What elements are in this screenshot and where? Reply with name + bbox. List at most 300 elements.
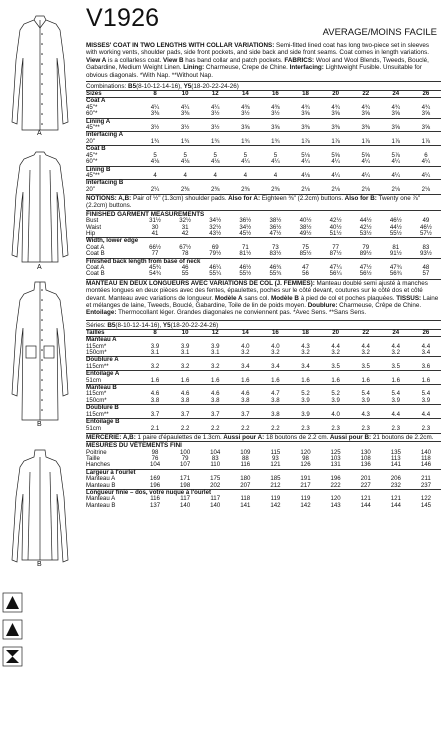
finished-en-cell: 51½ bbox=[329, 229, 342, 237]
finished-en-cell: 49½ bbox=[299, 229, 312, 237]
yardage-en-cell: 2⅛ bbox=[331, 185, 340, 193]
yardage-en-cell: 3⅜ bbox=[180, 110, 190, 118]
yardage-en-cell: 5 bbox=[273, 151, 278, 159]
yardage-fr-section-label: Manteau A bbox=[86, 337, 441, 344]
model-a-text: sans col. bbox=[242, 294, 270, 302]
yardage-en-cell: 4¼ bbox=[331, 171, 340, 179]
yardage-fr-cell: 1.6 bbox=[210, 376, 220, 384]
finished-en-cell: 71 bbox=[241, 243, 249, 251]
finished-fr-cell: 140 bbox=[210, 501, 221, 509]
finished-en-cell: 57½ bbox=[419, 229, 432, 237]
notions-also-a-label: Also for A: bbox=[226, 195, 261, 203]
finished-en-cell: 46¼ bbox=[209, 263, 222, 271]
yardage-fr-cell: 2.2 bbox=[180, 424, 190, 432]
yardage-fr-size-col: 26 bbox=[411, 329, 441, 336]
yardage-fr-size-col: 16 bbox=[260, 329, 290, 336]
yardage-en-size-col: 14 bbox=[230, 91, 260, 98]
yardage-fr-cell: 3.9 bbox=[150, 342, 160, 350]
finished-en-cell: 91½ bbox=[389, 250, 402, 258]
finished-measurements-table-english bbox=[86, 218, 441, 278]
yardage-fr-cell: 3.8 bbox=[271, 410, 280, 418]
yardage-en-cell: 3⅝ bbox=[331, 110, 340, 118]
yardage-fr-cell: 2.3 bbox=[391, 424, 401, 432]
yardage-en-section-label: Lining A bbox=[86, 118, 441, 125]
yardage-en-cell: 1⅞ bbox=[331, 137, 340, 145]
finished-fr-cell: 145 bbox=[420, 501, 431, 509]
yardage-en-cell: 4 bbox=[153, 171, 157, 179]
yardage-fr-cell: 2.3 bbox=[421, 424, 431, 432]
finished-fr-cell: 140 bbox=[420, 448, 431, 456]
yardage-fr-size-col: 22 bbox=[351, 329, 381, 336]
yardage-fr-section-row bbox=[86, 337, 441, 344]
yardage-fr-data-row bbox=[86, 350, 441, 357]
yardage-en-cell: 5⅝ bbox=[361, 151, 370, 159]
finished-en-cell: 38½ bbox=[269, 217, 282, 225]
finished-fr-cell: 137 bbox=[149, 501, 161, 509]
yardage-en-cell: 3⅝ bbox=[421, 124, 431, 132]
combinations-label: Combinations: bbox=[86, 83, 127, 91]
yardage-fr-size-col: 20 bbox=[321, 329, 351, 336]
yardage-en-cell: 5 bbox=[213, 151, 217, 159]
yardage-fr-section-row bbox=[86, 419, 441, 426]
yardage-fr-cell: 3.8 bbox=[241, 396, 250, 404]
finished-fr-cell: 140 bbox=[180, 501, 191, 509]
yardage-en-size-col: 24 bbox=[381, 91, 411, 98]
finished-fr-cell: 100 bbox=[180, 448, 191, 456]
finished-fr-cell: 222 bbox=[330, 481, 341, 489]
yardage-en-row-label: 45"* bbox=[86, 151, 98, 159]
entoilage-label: Entoilage: bbox=[86, 309, 117, 317]
yardage-en-cell: 2⅛ bbox=[361, 185, 370, 193]
yardage-table-french bbox=[86, 329, 441, 432]
yardage-fr-cell: 4.3 bbox=[301, 342, 310, 350]
finished-en-cell: 45½ bbox=[239, 229, 252, 237]
yardage-en-row-label: 60"* bbox=[86, 158, 98, 166]
finished-fr-cell: 191 bbox=[300, 475, 311, 483]
yardage-fr-section-label: Entoilage A bbox=[86, 371, 441, 378]
finished-en-row-label: Waist bbox=[86, 223, 102, 231]
yardage-en-row-label: 45"** bbox=[86, 124, 100, 132]
yardage-fr-data-row bbox=[86, 364, 441, 371]
yardage-en-data-row bbox=[86, 173, 441, 180]
finished-en-cell: 55¼ bbox=[209, 270, 222, 278]
finished-en-cell: 54¾ bbox=[149, 270, 161, 278]
finished-en-cell: 81½ bbox=[239, 250, 252, 258]
mercerie-aussi-a-label: Aussi pour A: bbox=[221, 433, 265, 441]
yardage-fr-cell: 4.4 bbox=[361, 342, 370, 350]
yardage-fr-cell: 4.6 bbox=[180, 390, 190, 398]
yardage-fr-size-col: 12 bbox=[200, 329, 230, 336]
yardage-fr-cell: 5.4 bbox=[361, 390, 370, 398]
yardage-en-cell: 3⅝ bbox=[241, 124, 250, 132]
yardage-en-cell: 3½ bbox=[271, 110, 280, 118]
finished-fr-cell: 135 bbox=[390, 448, 401, 456]
finished-fr-row-label: Hanches bbox=[86, 461, 111, 469]
yardage-en-cell: 4¼ bbox=[421, 171, 431, 179]
finished-en-cell: 83½ bbox=[269, 250, 282, 258]
notions-english bbox=[86, 194, 441, 210]
finished-fr-cell: 116 bbox=[150, 495, 160, 503]
yardage-fr-row-label: 51cm bbox=[86, 376, 101, 384]
yardage-en-cell: 3⅝ bbox=[301, 110, 310, 118]
finished-en-cell: 47½ bbox=[359, 263, 372, 271]
finished-fr-cell: 76 bbox=[151, 455, 159, 463]
finished-fr-cell: 115 bbox=[270, 448, 281, 456]
difficulty-level: AVERAGE/MOINS FACILE bbox=[322, 27, 437, 38]
coat-flats-svg bbox=[0, 0, 82, 727]
yardage-en-cell: 4⅛ bbox=[210, 158, 220, 166]
finished-fr-cell: 196 bbox=[330, 475, 341, 483]
yardage-en-cell: 4¾ bbox=[421, 103, 431, 111]
yardage-fr-row-label: 150cm* bbox=[86, 349, 107, 357]
finished-fr-cell: 171 bbox=[180, 475, 191, 483]
finished-en-cell: 78 bbox=[181, 250, 189, 258]
yardage-en-cell: 4⅛ bbox=[301, 171, 310, 179]
finished-fr-cell: 207 bbox=[240, 481, 251, 489]
finished-fr-row-label: Manteau A bbox=[86, 475, 116, 483]
yardage-en-cell: 1⅞ bbox=[391, 137, 401, 145]
yardage-fr-cell: 3.9 bbox=[301, 410, 310, 418]
finished-fr-cell: 79 bbox=[181, 455, 189, 463]
yardage-en-section-row bbox=[86, 118, 441, 125]
yardage-fr-cell: 3.9 bbox=[361, 396, 370, 404]
series-line bbox=[86, 320, 441, 329]
yardage-fr-cell: 3.4 bbox=[301, 362, 310, 370]
finished-fr-data-row bbox=[86, 503, 441, 509]
yardage-en-cell: 1¾ bbox=[180, 137, 190, 145]
yardage-fr-data-row bbox=[86, 398, 441, 405]
yardage-fr-cell: 3.9 bbox=[331, 396, 340, 404]
mercerie-aussi-a: 18 boutons de 2.2 cm. bbox=[264, 433, 329, 441]
pattern-header bbox=[86, 6, 441, 42]
yardage-fr-data-row bbox=[86, 426, 441, 432]
finished-en-cell: 55¾ bbox=[269, 270, 282, 278]
finished-en-cell: 83 bbox=[422, 243, 430, 251]
yardage-en-cell: 4¼ bbox=[180, 103, 190, 111]
yardage-fr-cell: 1.6 bbox=[391, 376, 401, 384]
yardage-fr-cell: 2.2 bbox=[241, 424, 250, 432]
yardage-fr-cell: 4.6 bbox=[210, 390, 220, 398]
finished-fr-cell: 83 bbox=[211, 455, 219, 463]
yardage-fr-cell: 1.6 bbox=[361, 376, 370, 384]
finished-en-data-row bbox=[86, 271, 441, 277]
finished-en-cell: 42½ bbox=[359, 223, 372, 231]
finished-en-cell: 55½ bbox=[239, 270, 252, 278]
finished-en-cell: 47¾ bbox=[389, 263, 402, 271]
finished-en-cell: 45¾ bbox=[149, 263, 161, 271]
yardage-en-cell: 4¼ bbox=[271, 158, 280, 166]
view-a-label: View A bbox=[86, 56, 107, 64]
yardage-fr-cell: 3.9 bbox=[421, 396, 431, 404]
yardage-fr-cell: 3.1 bbox=[210, 349, 220, 357]
yardage-en-cell: 3⅜ bbox=[301, 124, 310, 132]
finished-en-cell: 53½ bbox=[359, 229, 372, 237]
finished-fr-cell: 206 bbox=[390, 475, 401, 483]
finished-fr-cell: 107 bbox=[180, 461, 191, 469]
yardage-en-cell: 4¼ bbox=[150, 103, 160, 111]
finished-fr-section-label: Largeur à l'ourlet bbox=[86, 469, 441, 476]
yardage-fr-cell: 3.1 bbox=[180, 349, 190, 357]
finished-fr-row-label: Manteau B bbox=[86, 501, 116, 509]
finished-fr-cell: 237 bbox=[420, 481, 431, 489]
fabrics-label: FABRICS: bbox=[282, 56, 315, 64]
finished-fr-cell: 126 bbox=[300, 461, 311, 469]
finished-fr-row-label: Manteau A bbox=[86, 495, 116, 503]
yardage-fr-cell: 3.2 bbox=[210, 362, 220, 370]
finished-fr-cell: 118 bbox=[421, 455, 431, 463]
yardage-fr-cell: 4.4 bbox=[421, 342, 431, 350]
finished-en-section-label: Finished back length from base of neck bbox=[86, 258, 441, 265]
yardage-en-cell: 2⅜ bbox=[180, 185, 190, 193]
yardage-fr-row-label: 51cm bbox=[86, 424, 101, 432]
finished-fr-cell: 88 bbox=[241, 455, 249, 463]
yardage-en-cell: 2¼ bbox=[150, 185, 160, 193]
mercerie-french bbox=[86, 433, 441, 441]
finished-en-cell: 44½ bbox=[389, 223, 402, 231]
yardage-fr-cell: 3.7 bbox=[180, 410, 190, 418]
yardage-fr-cell: 3.4 bbox=[271, 362, 280, 370]
finished-fr-cell: 232 bbox=[390, 481, 401, 489]
mercerie-aussi-b: 21 boutons de 2.2cm. bbox=[371, 433, 434, 441]
finished-en-cell: 38½ bbox=[299, 223, 312, 231]
finished-fr-cell: 108 bbox=[360, 455, 371, 463]
yardage-fr-cell: 3.9 bbox=[210, 342, 220, 350]
finished-en-cell: 47½ bbox=[269, 229, 282, 237]
finished-fr-cell: 169 bbox=[149, 475, 161, 483]
finished-fr-cell: 120 bbox=[300, 448, 311, 456]
yardage-fr-size-col: 8 bbox=[140, 329, 170, 336]
pattern-number: V1926 bbox=[86, 6, 160, 32]
yardage-fr-cell: 3.2 bbox=[331, 349, 340, 357]
finished-fr-cell: 117 bbox=[210, 495, 221, 503]
yardage-en-data-row bbox=[86, 111, 441, 118]
yardage-fr-row-label: 115cm** bbox=[86, 410, 109, 418]
yardage-en-cell: 1⅞ bbox=[421, 137, 431, 145]
yardage-en-cell: 4¾ bbox=[301, 103, 310, 111]
yardage-fr-section-row bbox=[86, 385, 441, 392]
yardage-fr-cell: 3.9 bbox=[301, 396, 310, 404]
yardage-en-cell: 3½ bbox=[241, 110, 250, 118]
yardage-fr-size-col: 10 bbox=[170, 329, 200, 336]
finished-fr-row-label: Manteau B bbox=[86, 481, 116, 489]
yardage-fr-cell: 3.6 bbox=[421, 362, 431, 370]
yardage-fr-section-label: Entoilage B bbox=[86, 419, 441, 426]
finished-fr-cell: 121 bbox=[390, 495, 401, 503]
yardage-fr-cell: 5.2 bbox=[331, 390, 340, 398]
finished-en-cell: 44½ bbox=[359, 217, 372, 225]
finished-fr-cell: 103 bbox=[330, 455, 341, 463]
yardage-en-cell: 4 bbox=[213, 171, 217, 179]
finished-en-row-label: Hip bbox=[86, 229, 96, 237]
combinations-y5-sizes: (18-20-22-24-26) bbox=[191, 83, 239, 91]
finished-en-cell: 36½ bbox=[239, 217, 252, 225]
finished-en-cell: 46½ bbox=[239, 263, 252, 271]
yardage-en-row-label: 20" bbox=[86, 185, 95, 193]
finished-en-row-label: Coat B bbox=[86, 270, 105, 278]
yardage-en-cell: 2⅛ bbox=[301, 185, 310, 193]
yardage-fr-row-label: 150cm* bbox=[86, 396, 107, 404]
finished-en-cell: 93½ bbox=[419, 250, 432, 258]
description-english bbox=[86, 42, 441, 79]
finished-en-cell: 46½ bbox=[389, 217, 402, 225]
yardage-en-size-col: 16 bbox=[260, 91, 290, 98]
yardage-fr-cell: 1.6 bbox=[301, 376, 310, 384]
yardage-en-section-row bbox=[86, 98, 441, 105]
yardage-fr-cell: 3.2 bbox=[361, 349, 370, 357]
yardage-fr-cell: 3.9 bbox=[180, 342, 190, 350]
yardage-fr-cell: 3.7 bbox=[241, 410, 250, 418]
yardage-en-row-label: 60"* bbox=[86, 110, 98, 118]
finished-fr-cell: 144 bbox=[390, 501, 401, 509]
yardage-en-cell: 4¼ bbox=[241, 158, 250, 166]
finished-en-cell: 89½ bbox=[359, 250, 372, 258]
yardage-en-cell: 3½ bbox=[150, 124, 160, 132]
view-b-label: View B bbox=[161, 56, 184, 64]
interfacing-label: Interfacing: bbox=[287, 64, 324, 72]
yardage-en-size-header-row bbox=[86, 91, 441, 98]
yardage-fr-cell: 3.8 bbox=[271, 396, 280, 404]
series-b5: B5 bbox=[105, 321, 116, 329]
yardage-en-cell: 5⅞ bbox=[391, 151, 401, 159]
yardage-en-cell: 4¼ bbox=[421, 158, 431, 166]
yardage-en-cell: 3½ bbox=[180, 124, 190, 132]
finished-en-cell: 47¼ bbox=[329, 263, 342, 271]
yardage-fr-cell: 3.2 bbox=[150, 362, 160, 370]
yardage-fr-cell: 4.6 bbox=[241, 390, 250, 398]
yardage-fr-section-row bbox=[86, 405, 441, 412]
coat-b-back-drawing bbox=[12, 450, 68, 562]
yardage-en-section-row bbox=[86, 166, 441, 173]
yardage-en-cell: 4¼ bbox=[391, 171, 401, 179]
yardage-fr-cell: 2.3 bbox=[361, 424, 370, 432]
model-b-label: Modèle B bbox=[269, 294, 299, 302]
description-fr-title: MANTEAU EN DEUX LONGUEURS AVEC VARIATIONS DE COL (J. FEMMES): bbox=[86, 279, 315, 287]
tissus-text: Laine et mélanges de laine, Tweeds, Bouclé, Gabardine, Toile de lin de poids moyen. bbox=[86, 294, 439, 309]
finished-en-cell: 32½ bbox=[179, 217, 192, 225]
yardage-en-cell: 2⅜ bbox=[271, 185, 280, 193]
finished-en-cell: 42 bbox=[181, 229, 189, 237]
finished-fr-cell: 120 bbox=[330, 495, 341, 503]
yardage-en-cell: 1¾ bbox=[150, 137, 160, 145]
yardage-en-cell: 4¼ bbox=[331, 158, 340, 166]
yardage-en-size-col: 10 bbox=[170, 91, 200, 98]
yardage-fr-section-row bbox=[86, 371, 441, 378]
finished-en-cell: 40½ bbox=[299, 217, 312, 225]
mercerie-text: 1 paire d'épaulettes de 1.3cm. bbox=[135, 433, 222, 441]
yardage-fr-cell: 3.5 bbox=[361, 362, 370, 370]
yardage-en-cell: 1¾ bbox=[271, 137, 280, 145]
description-french bbox=[86, 279, 441, 317]
yardage-fr-cell: 1.6 bbox=[150, 376, 160, 384]
yardage-fr-cell: 3.7 bbox=[210, 410, 220, 418]
fabrics-text: Wool and Wool Blends, Tweeds, Bouclé, Gabardine, Medium Weight Linen. bbox=[86, 56, 429, 72]
view-b-text: has band collar and patch pockets. bbox=[183, 56, 283, 64]
finished-en-row-label: Coat B bbox=[86, 250, 105, 258]
finished-fr-cell: 104 bbox=[210, 448, 221, 456]
yardage-fr-cell: 3.5 bbox=[331, 362, 340, 370]
model-b-text: à pied de col et poches plaquées. bbox=[298, 294, 395, 302]
yardage-en-section-row bbox=[86, 146, 441, 153]
finished-en-cell: 77 bbox=[332, 243, 339, 251]
coat-b-front-drawing bbox=[12, 282, 68, 420]
description-body: Semi-fitted lined coat has long two-piece set in sleeves with working vents, shoulder pads, side front pockets, and side back and side front seams. Coat comes in length variations. bbox=[86, 42, 430, 57]
finished-fr-cell: 144 bbox=[360, 501, 371, 509]
finished-fr-cell: 142 bbox=[300, 501, 311, 509]
coat-a-back-drawing bbox=[12, 152, 68, 262]
finished-en-cell: 67½ bbox=[179, 243, 192, 251]
finished-en-data-row bbox=[86, 231, 441, 238]
yardage-en-cell: 3⅜ bbox=[331, 124, 340, 132]
interfacing-text: Lightweight Fusible. Unsuitable for obvious diagonals. *With Nap. **Without Nap. bbox=[86, 64, 422, 79]
finished-fr-cell: 196 bbox=[149, 481, 161, 489]
combinations-b5-sizes: (8-10-12-14-16), bbox=[136, 83, 182, 91]
series-y5-sizes: (18-20-22-24-26) bbox=[170, 321, 219, 329]
finished-fr-row-label: Poitrine bbox=[86, 448, 107, 456]
description-title: MISSES' COAT IN TWO LENGTHS WITH COLLAR VARIATIONS: bbox=[86, 42, 275, 49]
yardage-en-size-col: 20 bbox=[321, 91, 351, 98]
yardage-fr-cell: 4.7 bbox=[271, 390, 280, 398]
finished-en-cell: 46½ bbox=[419, 223, 432, 231]
finished-en-cell: 87½ bbox=[329, 250, 342, 258]
finished-fr-data-row bbox=[86, 462, 441, 469]
yardage-en-cell: 2⅜ bbox=[210, 185, 220, 193]
yardage-fr-sizes-label: Tailles bbox=[86, 329, 140, 336]
yardage-en-cell: 5 bbox=[243, 151, 248, 159]
yardage-fr-cell: 3.2 bbox=[271, 349, 280, 357]
yardage-fr-cell: 3.8 bbox=[180, 396, 190, 404]
view-b-back-label: B bbox=[37, 561, 42, 568]
yardage-en-cell: 4⅛ bbox=[150, 158, 160, 166]
yardage-fr-section-label: Doublure A bbox=[86, 357, 441, 364]
yardage-fr-cell: 1.6 bbox=[180, 376, 190, 384]
yardage-en-cell: 4⅛ bbox=[180, 158, 190, 166]
finished-fr-cell: 98 bbox=[151, 448, 159, 456]
yardage-fr-cell: 4.4 bbox=[391, 410, 401, 418]
finished-en-cell: 75 bbox=[302, 243, 309, 251]
finished-fr-cell: 201 bbox=[360, 475, 371, 483]
finished-fr-cell: 116 bbox=[240, 461, 251, 469]
yardage-en-cell: 1⅞ bbox=[361, 137, 370, 145]
finished-fr-cell: 121 bbox=[360, 495, 371, 503]
yardage-fr-cell: 3.7 bbox=[150, 410, 160, 418]
finished-fr-section-label: Longueur finie – dos, votre nuque à l'ourlet bbox=[86, 490, 441, 497]
technical-drawings bbox=[0, 0, 82, 727]
yardage-table-english bbox=[86, 90, 441, 193]
yardage-fr-cell: 5.4 bbox=[391, 390, 401, 398]
yardage-en-data-row bbox=[86, 139, 441, 146]
finished-en-cell: 81 bbox=[392, 243, 400, 251]
view-b-front-label: B bbox=[37, 421, 42, 428]
finished-en-row-label: Bust bbox=[86, 217, 99, 225]
notions-label: NOTIONS: A,B: bbox=[86, 195, 132, 203]
yardage-fr-cell: 4.4 bbox=[421, 410, 431, 418]
finished-en-cell: 55 bbox=[181, 270, 189, 278]
yardage-en-data-row bbox=[86, 159, 441, 166]
finished-en-cell: 47 bbox=[302, 263, 309, 271]
yardage-en-section-label: Interfacing B bbox=[86, 180, 441, 187]
finished-en-section-row bbox=[86, 238, 441, 245]
finished-en-cell: 34½ bbox=[209, 217, 222, 225]
finished-fr-cell: 227 bbox=[360, 481, 371, 489]
combinations-y5: Y5 bbox=[181, 83, 192, 91]
view-a-text: is a collarless coat. bbox=[106, 56, 162, 64]
yardage-en-cell: 4 bbox=[273, 171, 278, 179]
yardage-fr-cell: 4.3 bbox=[361, 410, 370, 418]
entoilage-text: Thermocollant léger. Grandes diagonales ne conviennent pas. *Avec Sens. **Sans Sens. bbox=[116, 309, 367, 317]
yardage-en-size-col: 8 bbox=[140, 91, 170, 98]
yardage-en-cell: 5 bbox=[153, 151, 157, 159]
yardage-fr-cell: 3.5 bbox=[391, 362, 401, 370]
